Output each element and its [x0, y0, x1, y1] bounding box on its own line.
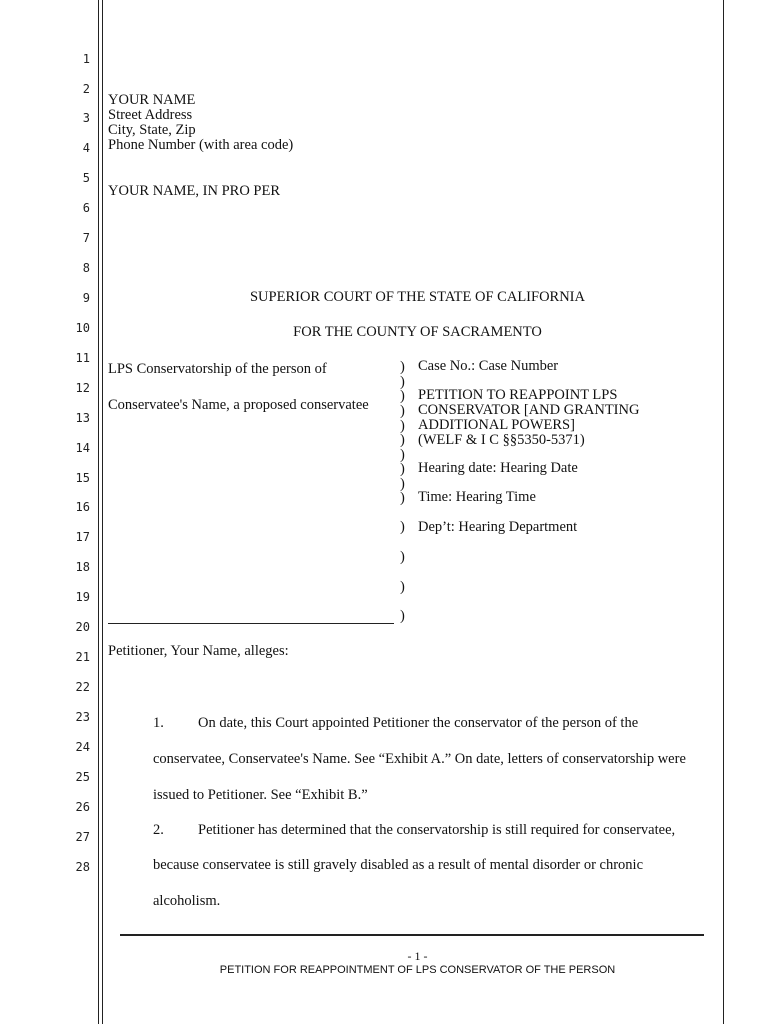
line-number: 24 [75, 740, 90, 754]
caption-paren: ) [400, 374, 405, 390]
line-number: 18 [75, 560, 90, 574]
paragraph-2-number: 2. [153, 822, 164, 838]
paragraph-1-number: 1. [153, 715, 164, 731]
caption-underline [108, 623, 394, 624]
caption-paren: ) [400, 608, 405, 624]
petition-title-line-4: (WELF & I C §§5350-5371) [418, 432, 585, 448]
party-name: YOUR NAME [108, 92, 196, 108]
line-number: 16 [75, 500, 90, 514]
caption-paren: ) [400, 490, 405, 506]
line-number: 21 [75, 650, 90, 664]
paragraph-1-line-1: On date, this Court appointed Petitioner the conservator of the person of the [198, 715, 639, 731]
line-number: 6 [82, 201, 90, 215]
line-number: 7 [82, 231, 90, 245]
hearing-department: Dep’t: Hearing Department [418, 519, 578, 535]
line-number: 1 [82, 52, 90, 66]
line-number: 26 [75, 800, 90, 814]
line-number: 12 [75, 381, 90, 395]
line-number: 19 [75, 590, 90, 604]
page-number: - 1 - [407, 949, 428, 963]
line-number: 5 [82, 171, 90, 185]
line-number: 8 [82, 261, 90, 275]
line-number: 11 [75, 351, 90, 365]
in-pro-per: YOUR NAME, IN PRO PER [108, 183, 281, 199]
line-number: 27 [75, 830, 90, 844]
hearing-date: Hearing date: Hearing Date [418, 460, 578, 476]
line-number: 14 [75, 441, 90, 455]
caption-paren: ) [400, 359, 405, 375]
line-number: 10 [75, 321, 90, 335]
left-margin-rule-outer [98, 0, 99, 1024]
line-number: 17 [75, 530, 90, 544]
line-number: 2 [82, 82, 90, 96]
court-county: FOR THE COUNTY OF SACRAMENTO [293, 324, 542, 340]
paragraph-2-line-3: alcoholism. [153, 893, 221, 909]
caption-paren: ) [400, 388, 405, 404]
line-number: 3 [82, 111, 90, 125]
case-number: Case No.: Case Number [418, 358, 559, 374]
party-street: Street Address [108, 107, 193, 123]
line-number: 25 [75, 770, 90, 784]
right-margin-rule [723, 0, 724, 1024]
paragraph-2-line-1: Petitioner has determined that the conservatorship is still required for conservatee, [198, 822, 676, 838]
caption-paren: ) [400, 432, 405, 448]
caption-paren: ) [400, 403, 405, 419]
court-title: SUPERIOR COURT OF THE STATE OF CALIFORNIA [249, 289, 585, 305]
caption-party-line-1: LPS Conservatorship of the person of [108, 361, 327, 377]
paragraph-1-line-3: issued to Petitioner. See “Exhibit B.” [153, 787, 368, 803]
caption-paren: ) [400, 579, 405, 595]
party-city: City, State, Zip [108, 122, 196, 138]
caption-paren: ) [400, 476, 405, 492]
paragraph-2-line-2: because conservatee is still gravely disabled as a result of mental disorder or chronic [153, 857, 644, 873]
caption-paren: ) [400, 418, 405, 434]
paragraph-1-line-2: conservatee, Conservatee's Name. See “Exhibit A.” On date, letters of conservatorship were [153, 751, 686, 767]
line-number: 23 [75, 710, 90, 724]
footer-rule [120, 934, 704, 936]
line-number: 22 [75, 680, 90, 694]
footer-title: PETITION FOR REAPPOINTMENT OF LPS CONSERVATOR OF THE PERSON [219, 964, 616, 976]
line-number: 20 [75, 620, 90, 634]
petition-title-line-3: ADDITIONAL POWERS] [418, 417, 575, 433]
party-phone: Phone Number (with area code) [108, 137, 294, 153]
hearing-time: Time: Hearing Time [418, 489, 536, 505]
line-number: 4 [82, 141, 90, 155]
caption-paren: ) [400, 519, 405, 535]
alleges-line: Petitioner, Your Name, alleges: [108, 643, 289, 659]
caption-party-line-2: Conservatee's Name, a proposed conservatee [108, 397, 369, 413]
caption-paren: ) [400, 549, 405, 565]
caption-paren: ) [400, 447, 405, 463]
line-number: 15 [75, 471, 90, 485]
caption-paren: ) [400, 461, 405, 477]
petition-title-line-1: PETITION TO REAPPOINT LPS [418, 387, 618, 403]
left-margin-rule-inner [102, 0, 103, 1024]
line-number: 13 [75, 411, 90, 425]
line-number: 28 [75, 860, 90, 874]
petition-title-line-2: CONSERVATOR [AND GRANTING [418, 402, 640, 418]
line-number: 9 [82, 291, 90, 305]
